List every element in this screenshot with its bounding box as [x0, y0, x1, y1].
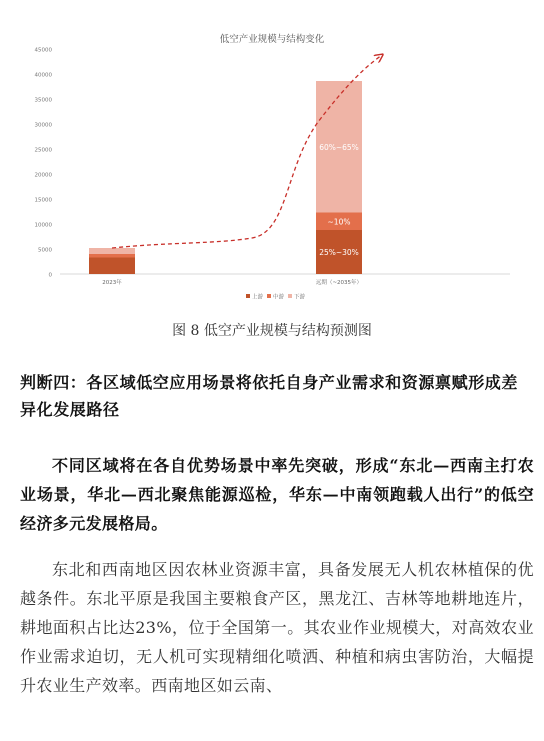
bar-segment	[89, 258, 135, 275]
chart-legend	[246, 293, 306, 301]
legend-swatch	[246, 294, 250, 298]
bars	[89, 81, 362, 274]
y-tick-label: 40000	[34, 72, 52, 79]
body-paragraph: 东北和西南地区因农林业资源丰富，具备发展无人机农林植保的优越条件。东北平原是我国主要粮食产区，黑龙江、吉林等地耕地连片，耕地面积占比达23%，位于全国第一。其农业作业规模大，对高效农业作业需求迫切，无人机可实现精细化喷洒、种植和病虫害防治，大幅提升农业生产效率。西南地区如云南、	[20, 560, 534, 695]
x-tick-label: 远期（~2035年）	[315, 280, 363, 286]
y-tick-label: 5000	[38, 247, 52, 254]
chart-title: 低空产业规模与结构变化	[219, 34, 325, 45]
y-tick-label: 10000	[34, 222, 52, 229]
bar-segment	[89, 248, 135, 254]
bar-data-label: 25%~30%	[319, 248, 359, 257]
bold-paragraph: 不同区域将在各自优势场景中率先突破，形成“东北—西南主打农业场景，华北—西北聚焦能源巡检，华东—中南领跑载人出行”的低空经济多元发展格局。	[20, 456, 534, 533]
legend-swatch	[288, 294, 292, 298]
y-tick-label: 15000	[34, 197, 52, 204]
y-tick-label: 0	[48, 272, 52, 279]
y-tick-label: 45000	[34, 47, 52, 54]
bar-segment	[89, 254, 135, 258]
y-tick-label: 35000	[34, 97, 52, 104]
legend-label: 下游	[294, 294, 306, 301]
chart-figure	[0, 0, 544, 318]
legend-swatch	[267, 294, 271, 298]
x-axis-labels	[102, 278, 362, 286]
figure-caption: 图 8 低空产业规模与结构预测图	[172, 323, 372, 339]
y-axis	[35, 48, 53, 279]
legend-label: 上游	[252, 294, 264, 301]
bar-data-label: 60%~65%	[319, 142, 359, 152]
section-heading: 判断四：各区域低空应用场景将依托自身产业需求和资源禀赋形成差异化发展路径	[20, 373, 519, 419]
y-tick-label: 20000	[34, 172, 52, 179]
x-tick-label: 2023年	[102, 280, 122, 286]
y-tick-label: 25000	[34, 147, 52, 154]
legend-label: 中游	[273, 294, 285, 301]
chart-svg	[0, 0, 544, 318]
bar-data-label: ~10%	[327, 217, 351, 227]
y-tick-label: 30000	[34, 122, 52, 129]
